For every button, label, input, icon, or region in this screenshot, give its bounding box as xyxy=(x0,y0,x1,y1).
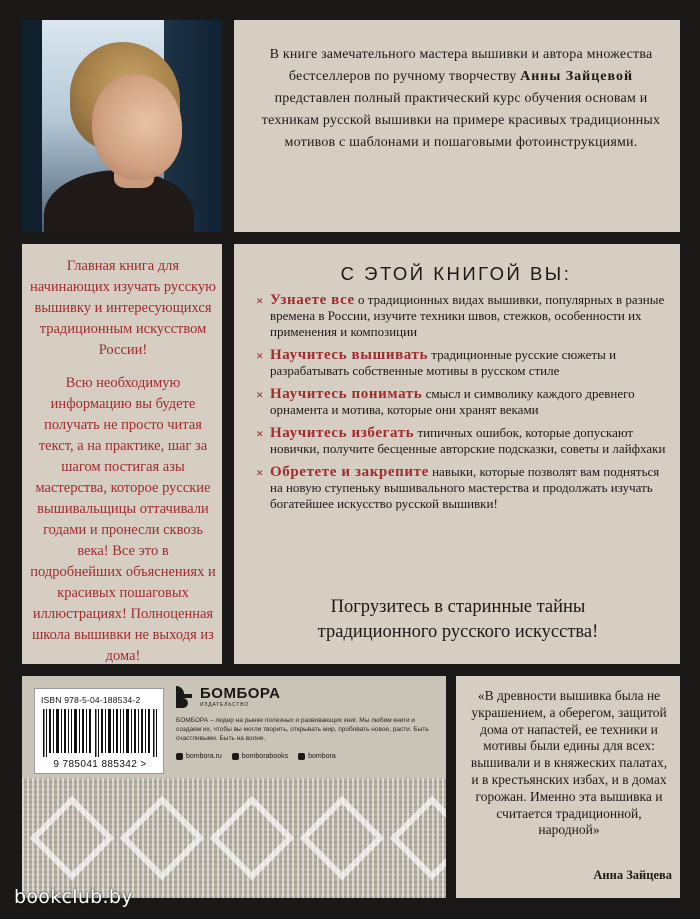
list-item: × Научитесь вышивать традиционные русские сюжеты и разрабатывать собственные мотивы в русском стиле xyxy=(256,347,617,378)
left-paragraph-2: Всю необходимую информацию вы будете получать не просто читая текст, а на практике, шаг за шагом постигая азы мастерства, которое русские вышивальщицы оттачивали годами и пронесли сквозь века! Все это в подробнейших объяснениях и красивых пошаговых иллюстрациях! Полноценная школа вышивки не выходя из дома! xyxy=(30,375,216,664)
bombora-logo-icon xyxy=(176,686,194,708)
closing-slogan: Погрузитесь в старинные тайны традиционного русского искусства! xyxy=(317,597,599,642)
cross-stitch-icon: × xyxy=(256,293,264,308)
left-column-text xyxy=(30,256,216,679)
benefits-heading: С ЭТОЙ КНИГОЙ ВЫ: xyxy=(340,263,572,284)
author-photo xyxy=(22,20,222,232)
isbn-text: ISBN 978-5-04-188534-2 xyxy=(41,695,141,705)
quote-author: Анна Зайцева xyxy=(593,868,672,882)
list-item: × Узнаете все о традиционных видах вышивки, популярных в разные времена в России, изучите техники швов, стежков, особенности их применения и композиции xyxy=(256,292,665,339)
barcode-number: 9 785041 885342 > xyxy=(53,759,147,770)
publisher-subtitle: ИЗДАТЕЛЬСТВО xyxy=(200,702,249,708)
publisher-socials: bombora.ru bomborabooks bombora xyxy=(176,753,438,760)
left-paragraph-1: Главная книга для начинающих изучать русскую вышивку и интересующихся традиционным искусством России! xyxy=(30,258,216,358)
social-icon xyxy=(232,753,239,760)
site-watermark: bookclub.by xyxy=(14,886,133,908)
cross-stitch-icon: × xyxy=(256,387,264,402)
barcode-label xyxy=(34,688,164,774)
list-item: × Научитесь избегать типичных ошибок, которые допускают новички, получите бесценные авторские подсказки, советы и лайфхаки xyxy=(256,425,666,456)
social-icon xyxy=(176,753,183,760)
intro-text: В книге замечательного мастера вышивки и автора множества бестселлеров по ручному творчеству Анны Зайцевой представлен полный практический курс обучения основам и техникам русской вышивки на примере красивых традиционных мотивов с шаблонами и пошаговыми фотоинструкциями. xyxy=(261,47,661,150)
list-item: × Обретете и закрепите навыки, которые позволят вам подняться на новую ступеньку вышивального мастерства и продолжать изучать богатейшее искусство русской вышивки! xyxy=(256,464,660,511)
cross-stitch-icon: × xyxy=(256,348,264,363)
benefits-list xyxy=(256,292,674,519)
cross-stitch-icon: × xyxy=(256,426,264,441)
publisher-block xyxy=(176,686,438,760)
publisher-description: БОМБОРА – лидер на рынке полезных и развивающих книг. Мы любим книги и создаем их, чтобы вы могли творить, открывать мир, пробовать новое, расти. Быть счастливыми. Быть на волне. xyxy=(176,717,429,742)
list-item: × Научитесь понимать смысл и символику каждого древнего орнамента и мотива, которые они хранят веками xyxy=(256,386,635,417)
cross-stitch-icon: × xyxy=(256,465,264,480)
author-name: Анны Зайцевой xyxy=(520,69,634,84)
barcode-icon xyxy=(43,709,157,757)
publisher-name: БОМБОРА xyxy=(200,685,281,702)
author-quote: «В древности вышивка была не украшением, а оберегом, защитой дома от напастей, ее техники и мотивы были едины для всех: вышивали и в княжеских палатах, и в крестьянских избах, и в домах горожан. Именно эта вышивка и считается традиционной, народной» xyxy=(470,688,668,838)
social-icon xyxy=(298,753,305,760)
